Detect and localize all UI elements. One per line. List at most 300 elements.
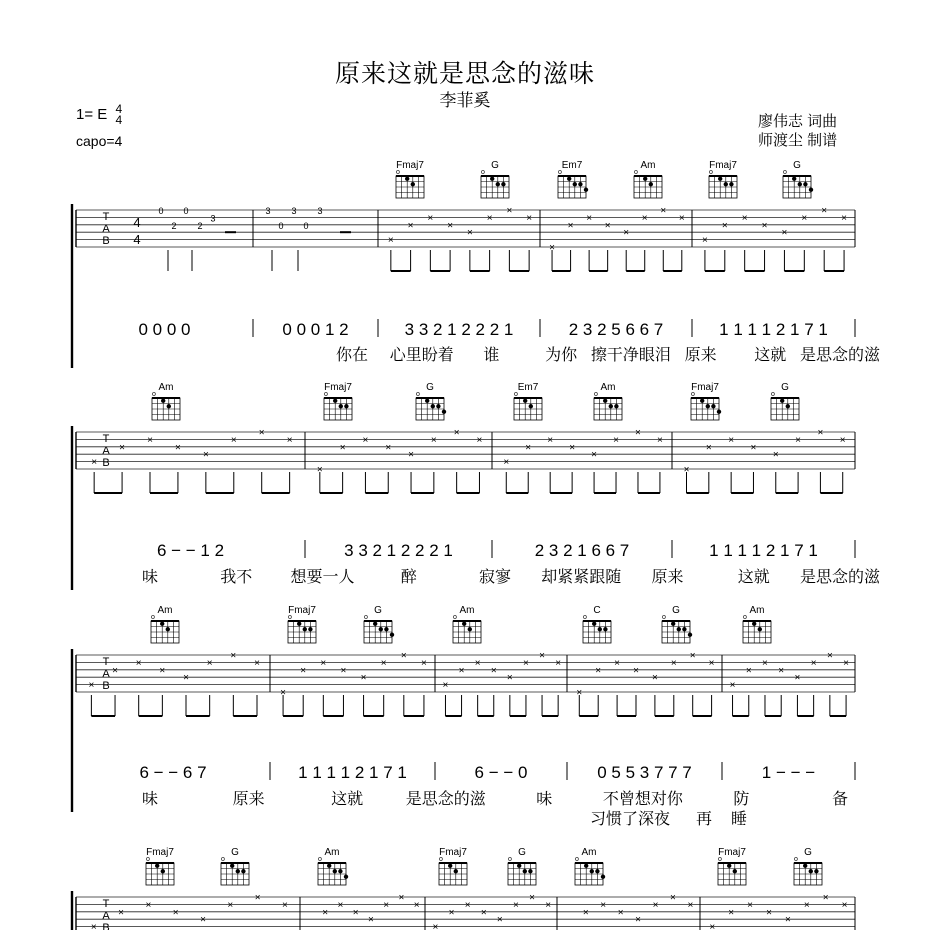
chord-finger-dot	[523, 399, 527, 403]
intro-fret-number: 3	[317, 206, 323, 216]
time-top: 4	[115, 102, 123, 116]
note-x: ×	[772, 449, 779, 461]
note-x: ×	[175, 442, 181, 454]
chord-finger-dot	[717, 410, 721, 414]
tab-label-b: B	[102, 922, 110, 930]
chord-finger-dot	[405, 177, 409, 181]
note-x	[322, 907, 328, 918]
chord-name: Fmaj7	[288, 605, 316, 616]
chord-finger-dot	[501, 182, 505, 186]
tab-label-t: T	[102, 211, 110, 223]
chord-finger-dot	[682, 627, 686, 631]
intro-fret-number: 3	[291, 206, 297, 216]
open-string-mark: o	[634, 169, 638, 176]
jianpu-measure: 3 3 2 1 2 2 2 1	[404, 320, 514, 339]
note-x: ×	[147, 434, 153, 446]
lyric-word: 醉	[400, 569, 417, 586]
note-x: ×	[821, 205, 828, 217]
tab-time-bottom: 4	[133, 232, 141, 247]
note-x: ×	[442, 680, 449, 692]
intro-fret-number: 2	[171, 220, 177, 231]
note-x: ×	[503, 457, 510, 469]
note-x: ×	[506, 205, 513, 217]
note-x: ×	[604, 220, 611, 232]
chord-diagram	[508, 847, 536, 885]
chord-finger-dot	[727, 864, 731, 868]
chord-finger-dot	[677, 627, 681, 631]
chord-diagram	[146, 847, 174, 885]
note-x: ×	[784, 914, 791, 926]
open-string-mark: o	[324, 391, 328, 398]
note-x: ×	[202, 449, 209, 461]
note-x: ×	[728, 434, 735, 446]
chord-name: Am	[324, 847, 340, 858]
note-x: ×	[513, 899, 519, 911]
chord-finger-dot	[711, 404, 715, 408]
note-x: ×	[300, 665, 307, 677]
chord-finger-dot	[718, 177, 722, 181]
chord-name: Fmaj7	[396, 160, 424, 171]
note-x: ×	[569, 442, 576, 454]
note-x: ×	[843, 657, 850, 669]
note-x: ×	[282, 899, 288, 911]
chord-finger-dot	[598, 627, 602, 631]
note-x: ×	[745, 665, 752, 677]
chord-name: Fmaj7	[324, 382, 352, 393]
note-x: ×	[741, 212, 748, 224]
chord-finger-dot	[379, 627, 383, 631]
chord-name: Em7	[517, 382, 539, 393]
lyric-word: 原来	[684, 347, 717, 364]
chord-finger-dot	[729, 182, 733, 186]
chord-finger-dot	[601, 875, 605, 879]
note-x: ×	[803, 899, 810, 911]
tab-label-a: A	[102, 668, 110, 680]
lyric-word: 这就	[331, 791, 364, 808]
note-x: ×	[801, 212, 808, 224]
chord-finger-dot	[733, 869, 737, 873]
chord-finger-dot	[529, 404, 533, 408]
note-x: ×	[421, 657, 427, 669]
chord-finger-dot	[230, 864, 234, 868]
note-x: ×	[826, 650, 833, 662]
chord-finger-dot	[567, 177, 571, 181]
intro-fret-number: 3	[265, 206, 271, 216]
note-x: ×	[529, 892, 535, 904]
chord-diagram	[364, 605, 394, 643]
lyric-word: 不曾想对你	[602, 791, 683, 808]
note-x: ×	[398, 892, 405, 904]
chord-name: Fmaj7	[691, 382, 719, 393]
chord-finger-dot	[614, 404, 618, 408]
jianpu-measure: 0 0 0 1 2	[282, 320, 349, 339]
note-x: ×	[747, 899, 754, 911]
open-string-mark: o	[709, 169, 713, 176]
chord-finger-dot	[603, 627, 607, 631]
jianpu-measure: 2 3 2 5 6 6 7	[568, 320, 664, 339]
open-string-mark: o	[151, 614, 155, 621]
chord-finger-dot	[333, 399, 337, 403]
chord-diagram	[558, 160, 588, 198]
note-x: ×	[230, 434, 237, 446]
chord-name: Am	[157, 605, 173, 616]
lyric-word: 你在	[335, 347, 369, 364]
lyric-word: 这就	[737, 569, 770, 586]
note-x: ×	[549, 242, 555, 254]
note-x: ×	[582, 907, 589, 919]
note-x: ×	[320, 657, 327, 669]
lyric-word: 谁	[483, 347, 500, 364]
tab-label-b: B	[102, 680, 110, 692]
chord-name: Am	[581, 847, 597, 858]
note-x: ×	[360, 672, 367, 684]
chord-name: G	[804, 847, 812, 858]
chord-finger-dot	[344, 875, 348, 879]
chord-finger-dot	[724, 182, 728, 186]
chord-diagram	[794, 847, 822, 885]
note-x: ×	[635, 914, 642, 926]
chord-finger-dot	[338, 869, 342, 873]
note-x: ×	[337, 899, 344, 911]
note-x: ×	[112, 665, 118, 677]
open-string-mark: o	[318, 856, 322, 863]
chord-finger-dot	[803, 182, 807, 186]
note-x: ×	[453, 427, 460, 439]
chord-finger-dot	[241, 869, 245, 873]
chord-finger-dot	[786, 404, 790, 408]
lyric-word: 是思念的滋	[799, 569, 881, 586]
chord-finger-dot	[373, 622, 377, 626]
chord-name: G	[231, 847, 239, 858]
chord-name: G	[374, 605, 382, 616]
lyric-word: 味	[536, 791, 553, 808]
chord-finger-dot	[333, 869, 337, 873]
note-x: ×	[689, 650, 696, 662]
chord-finger-dot	[327, 864, 331, 868]
note-x: ×	[339, 442, 346, 454]
chord-finger-dot	[442, 410, 446, 414]
chord-diagram	[743, 605, 771, 643]
lyric-word: 是思念的滋	[799, 347, 881, 364]
chord-diagram	[783, 160, 813, 198]
chord-finger-dot	[798, 182, 802, 186]
chord-finger-dot	[809, 188, 813, 192]
note-x: ×	[135, 657, 142, 669]
jianpu-measure: 3 3 2 1 2 2 2 1	[344, 541, 453, 560]
note-x: ×	[316, 464, 323, 476]
chord-diagram	[324, 382, 352, 420]
note-x: ×	[721, 220, 728, 232]
chord-finger-dot	[462, 622, 466, 626]
note-x: ×	[367, 914, 374, 926]
open-string-mark: o	[743, 614, 747, 621]
note-x: ×	[600, 899, 607, 911]
chord-finger-dot	[590, 869, 594, 873]
chord-finger-dot	[236, 869, 240, 873]
note-x: ×	[118, 907, 124, 919]
chord-name: G	[518, 847, 526, 858]
chord-diagram	[288, 605, 316, 643]
system-4	[72, 847, 855, 930]
open-string-mark: o	[152, 391, 156, 398]
note-x: ×	[586, 212, 593, 224]
lyric-word: 为你	[545, 347, 578, 364]
note-x: ×	[539, 650, 545, 662]
chord-diagram	[594, 382, 622, 420]
intro-fret-number: 0	[158, 206, 164, 216]
note-x: ×	[464, 899, 471, 911]
note-x: ×	[614, 657, 621, 669]
note-x: ×	[496, 914, 503, 926]
note-x: ×	[778, 665, 785, 677]
open-string-mark: o	[662, 614, 666, 621]
chord-name: Em7	[561, 160, 583, 171]
note-x: ×	[447, 220, 454, 232]
chord-finger-dot	[166, 627, 170, 631]
chord-finger-dot	[297, 622, 301, 626]
note-x: ×	[183, 672, 189, 684]
note-x: ×	[159, 665, 166, 677]
note-x: ×	[400, 650, 407, 662]
open-string-mark: o	[771, 391, 775, 398]
note-x: ×	[729, 680, 736, 692]
key-prefix: 1= E	[76, 105, 108, 123]
note-x: ×	[486, 212, 493, 224]
intro-fret-number: 0	[183, 206, 189, 216]
note-x: ×	[286, 434, 293, 446]
note-x: ×	[651, 672, 658, 684]
note-x: ×	[595, 665, 602, 677]
lyric-word: 心里盼着	[389, 347, 454, 364]
chord-diagram	[221, 847, 249, 885]
note-x: ×	[380, 657, 387, 669]
chord-finger-dot	[454, 869, 458, 873]
chord-finger-dot	[448, 864, 452, 868]
note-x: ×	[762, 657, 768, 669]
chord-finger-dot	[573, 182, 577, 186]
note-x: ×	[555, 657, 562, 669]
tab-label-a: A	[102, 445, 110, 457]
chord-finger-dot	[649, 182, 653, 186]
note-x: ×	[448, 907, 455, 919]
note-x: ×	[526, 212, 533, 224]
chord-finger-dot	[700, 399, 704, 403]
note-x: ×	[474, 657, 481, 669]
note-x: ×	[254, 892, 261, 904]
chord-finger-dot	[303, 627, 307, 631]
note-x: ×	[385, 442, 392, 454]
transcriber-credit: 师渡尘 制谱	[758, 132, 838, 149]
chord-finger-dot	[339, 404, 343, 408]
time-bottom: 4	[115, 113, 123, 127]
note-x: ×	[387, 235, 394, 247]
note-x: ×	[623, 227, 630, 239]
lyric-word: 擦干净眼泪	[590, 347, 671, 364]
note-x: ×	[678, 212, 685, 224]
tab-label-b: B	[102, 235, 110, 247]
chord-diagram	[514, 382, 542, 420]
note-x: ×	[322, 907, 329, 919]
chord-finger-dot	[490, 177, 494, 181]
chord-diagram	[718, 847, 746, 885]
note-x: ×	[407, 220, 414, 232]
open-string-mark: o	[453, 614, 457, 621]
chord-finger-dot	[809, 869, 813, 873]
note-x: ×	[408, 449, 414, 461]
note-x: ×	[432, 922, 439, 930]
note-x: ×	[119, 442, 126, 454]
chord-name: Am	[640, 160, 656, 171]
intro-fret-number: 0	[278, 220, 284, 231]
note-x: ×	[466, 227, 473, 239]
note-x: ×	[480, 907, 487, 919]
lyricist-credit: 廖伟志 词曲	[758, 113, 838, 130]
note-x: ×	[523, 657, 529, 669]
note-x: ×	[660, 205, 667, 217]
lyric-word: 味	[141, 569, 159, 586]
chord-finger-dot	[592, 622, 596, 626]
chord-name: G	[426, 382, 434, 393]
chord-finger-dot	[308, 627, 312, 631]
intro-fret-number: 2	[197, 220, 203, 231]
chord-finger-dot	[609, 404, 613, 408]
lyric-word: 我不	[220, 569, 253, 586]
note-x: ×	[458, 665, 465, 677]
chord-finger-dot	[390, 633, 394, 637]
chord-finger-dot	[431, 404, 435, 408]
chord-finger-dot	[161, 399, 165, 403]
chord-diagram	[634, 160, 662, 198]
chord-name: G	[491, 160, 499, 171]
chord-finger-dot	[688, 633, 692, 637]
lyric-word-second-verse: 再	[695, 811, 713, 828]
chord-diagram	[583, 605, 611, 643]
note-x: ×	[280, 687, 287, 699]
jianpu-measure: 6 − − 0	[474, 763, 528, 782]
chord-finger-dot	[517, 864, 521, 868]
lyric-word: 备	[831, 791, 849, 808]
chord-diagram	[453, 605, 481, 643]
note-x: ×	[839, 434, 846, 446]
note-x: ×	[91, 457, 98, 469]
chord-finger-dot	[468, 627, 472, 631]
chord-name: Fmaj7	[439, 847, 467, 858]
note-x: ×	[633, 665, 639, 677]
chord-name: Fmaj7	[709, 160, 737, 171]
note-x: ×	[427, 212, 434, 224]
chord-diagram	[416, 382, 446, 420]
chord-diagram	[439, 847, 467, 885]
open-string-mark: o	[481, 169, 485, 176]
note-x: ×	[525, 442, 532, 454]
system-1	[72, 160, 880, 368]
lyric-word: 味	[141, 791, 159, 808]
lyric-word: 是思念的滋	[405, 791, 486, 808]
note-x: ×	[670, 892, 676, 904]
lyric-word: 原来	[651, 569, 684, 586]
jianpu-measure: 6 − − 1 2	[156, 541, 225, 560]
note-x: ×	[750, 442, 757, 454]
chord-finger-dot	[161, 869, 165, 873]
chord-finger-dot	[528, 869, 532, 873]
chord-finger-dot	[780, 399, 784, 403]
jianpu-measure: 1 1 1 1 2 1 7 1	[298, 763, 407, 782]
open-string-mark: o	[364, 614, 368, 621]
chord-finger-dot	[384, 627, 388, 631]
note-x: ×	[413, 899, 420, 911]
note-x: ×	[761, 220, 768, 232]
capo-label: capo=4	[76, 133, 123, 149]
chord-diagram	[709, 160, 737, 198]
open-string-mark: o	[396, 169, 400, 176]
note-x: ×	[545, 899, 552, 911]
chord-finger-dot	[595, 869, 599, 873]
lyric-word: 防	[733, 791, 750, 808]
chord-finger-dot	[671, 622, 675, 626]
tab-time-top: 4	[133, 215, 141, 230]
chord-finger-dot	[523, 869, 527, 873]
note-x: ×	[490, 665, 497, 677]
chord-name: Fmaj7	[146, 847, 174, 858]
note-x: ×	[635, 427, 641, 439]
note-x: ×	[683, 464, 690, 476]
note-x: ×	[352, 907, 359, 919]
open-string-mark: o	[718, 856, 722, 863]
chord-finger-dot	[436, 404, 440, 408]
chord-name: Fmaj7	[718, 847, 746, 858]
tab-label-t: T	[102, 433, 110, 445]
song-title: 原来这就是思念的滋味	[334, 60, 595, 88]
note-x: ×	[701, 235, 708, 247]
chord-name: Am	[459, 605, 475, 616]
chord-finger-dot	[603, 399, 607, 403]
chord-name: G	[781, 382, 789, 393]
note-x: ×	[88, 680, 95, 692]
tab-label-b: B	[102, 457, 110, 469]
note-x: ×	[781, 227, 788, 239]
chord-finger-dot	[411, 182, 415, 186]
jianpu-measure: 1 1 1 1 2 1 7 1	[719, 320, 828, 339]
note-x: ×	[766, 907, 772, 919]
note-x: ×	[613, 434, 619, 446]
tab-label-t: T	[102, 898, 110, 910]
open-string-mark: o	[288, 614, 292, 621]
chord-finger-dot	[344, 404, 348, 408]
note-x: ×	[641, 212, 648, 224]
open-string-mark: o	[583, 614, 587, 621]
note-x: ×	[362, 434, 369, 446]
note-x: ×	[340, 665, 347, 677]
note-x	[600, 900, 606, 911]
open-string-mark: o	[594, 391, 598, 398]
chord-finger-dot	[803, 864, 807, 868]
note-x: ×	[617, 907, 624, 919]
jianpu-measure: 0 5 5 3 7 7 7	[597, 763, 692, 782]
chord-diagram	[691, 382, 721, 420]
chord-diagram	[151, 605, 179, 643]
note-x: ×	[841, 212, 847, 224]
open-string-mark: o	[558, 169, 562, 176]
chord-diagram	[481, 160, 509, 198]
note-x: ×	[258, 427, 265, 439]
note-x: ×	[476, 434, 483, 446]
chord-finger-dot	[752, 622, 756, 626]
chord-diagram	[575, 847, 605, 885]
note-x: ×	[687, 899, 694, 911]
note-x: ×	[567, 220, 574, 232]
note-x: ×	[591, 449, 597, 461]
note-x: ×	[795, 434, 802, 446]
